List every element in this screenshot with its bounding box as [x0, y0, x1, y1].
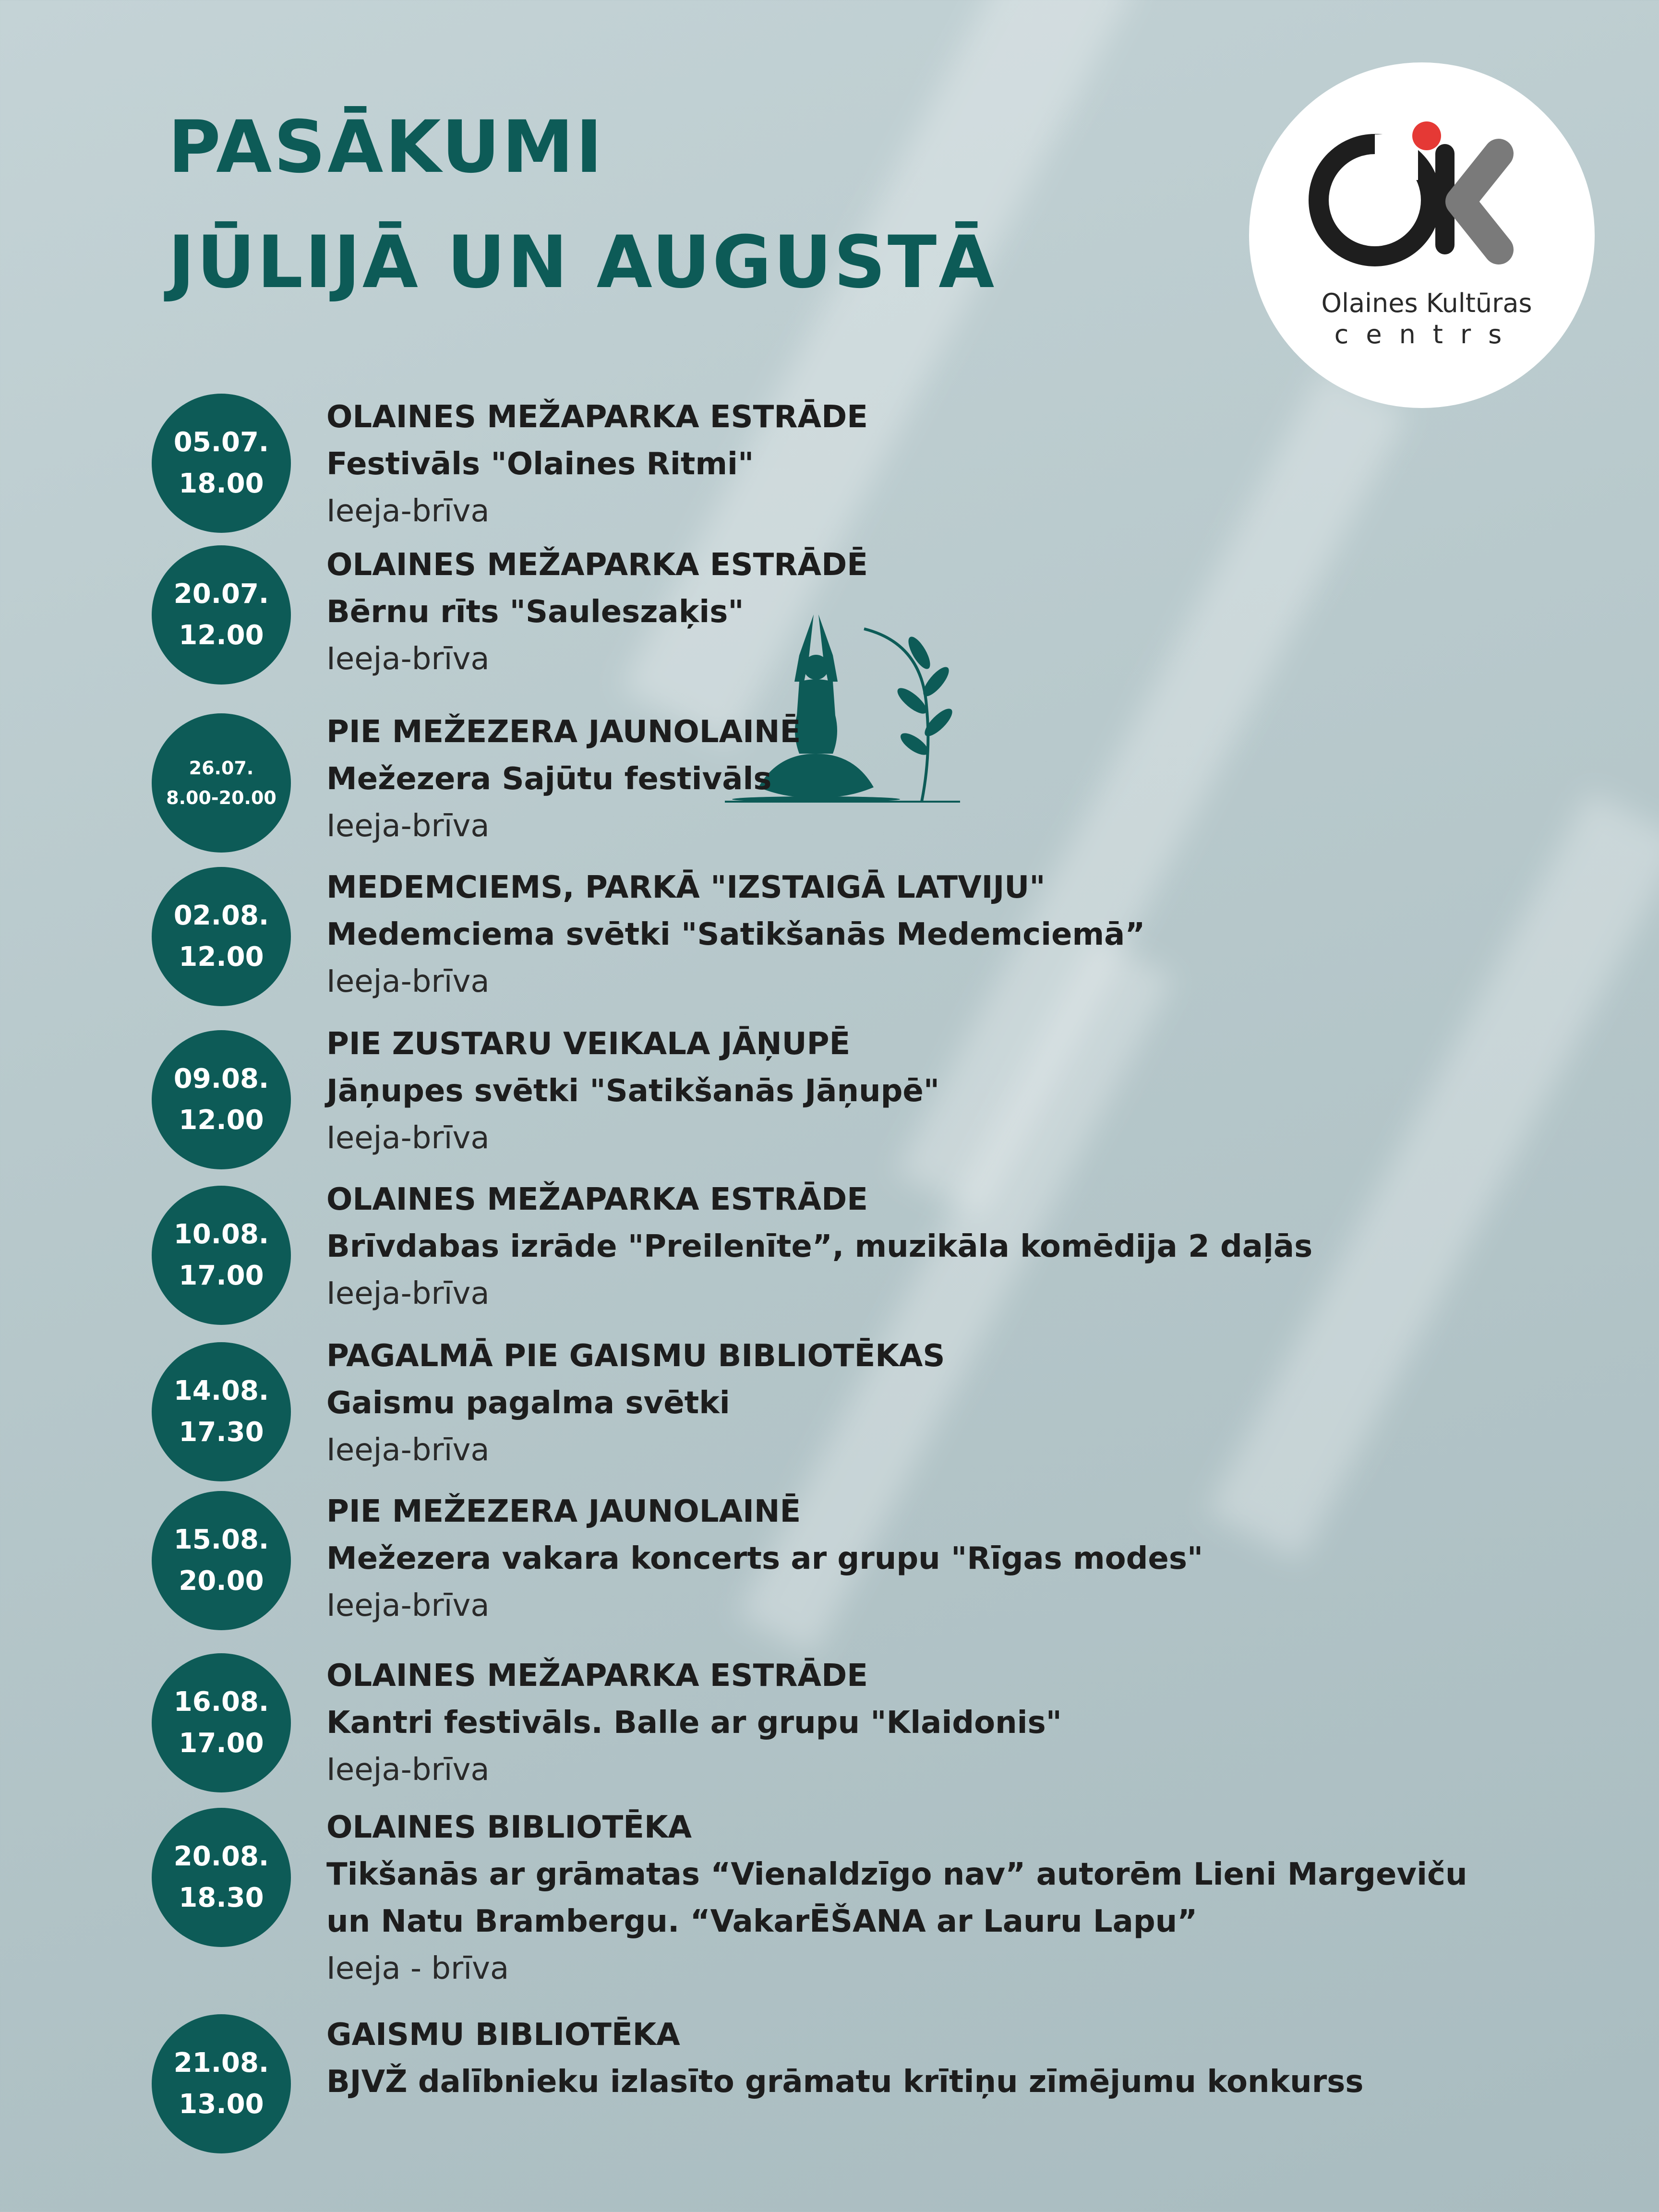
event-date-badge [152, 867, 291, 1006]
event-date: 20.08. [173, 1841, 269, 1872]
event-date: 09.08. [173, 1063, 269, 1094]
event-name: BJVŽ dalībnieku izlasīto grāmatu krītiņu zīmējumu konkurss [326, 2064, 1364, 2100]
event-venue: OLAINES MEŽAPARKA ESTRĀDE [326, 1182, 868, 1217]
event-name: Mežezera Sajūtu festivāls [326, 761, 772, 797]
event-date-badge [152, 713, 291, 853]
event-entry: Ieeja-brīva [326, 1752, 490, 1788]
event-time: 12.00 [179, 1105, 264, 1136]
event-name: Gaismu pagalma svētki [326, 1385, 730, 1421]
logo-text-line1: Olaines Kultūras [1321, 288, 1532, 318]
event-date: 10.08. [173, 1219, 269, 1250]
event-time: 17.00 [179, 1260, 264, 1291]
event-date-badge [152, 1491, 291, 1630]
event-date-badge [152, 1653, 291, 1792]
event-date: 05.07. [173, 427, 269, 458]
event-date: 26.07. [189, 757, 254, 779]
event-date: 16.08. [173, 1686, 269, 1718]
event-venue: OLAINES MEŽAPARKA ESTRĀDE [326, 1658, 868, 1694]
event-date-badge [152, 394, 291, 533]
event-date: 21.08. [173, 2047, 269, 2079]
event-name-line1: Tikšanās ar grāmatas “Vienaldzīgo nav” autorēm Lieni Margeviču [326, 1857, 1467, 1892]
event-time: 13.00 [179, 2089, 264, 2120]
event-date: 15.08. [173, 1524, 269, 1555]
event-venue: PIE MEŽEZERA JAUNOLAINĒ [326, 714, 801, 750]
event-venue: OLAINES MEŽAPARKA ESTRĀDĒ [326, 547, 868, 583]
event-entry: Ieeja-brīva [326, 1432, 490, 1468]
event-time: 17.30 [179, 1417, 264, 1448]
event-entry: Ieeja-brīva [326, 641, 490, 677]
event-venue: MEDEMCIEMS, PARKĀ "IZSTAIGĀ LATVIJU" [326, 870, 1046, 905]
event-entry: Ieeja-brīva [326, 1588, 490, 1623]
page-title-line2: JŪLIJĀ UN AUGUSTĀ [168, 221, 997, 304]
event-date-badge [152, 545, 291, 685]
event-date: 20.07. [173, 578, 269, 610]
event-name: Mežezera vakara koncerts ar grupu "Rīgas modes" [326, 1541, 1203, 1576]
event-name: Brīvdabas izrāde "Preilenīte”, muzikāla komēdija 2 daļās [326, 1229, 1313, 1264]
event-date-badge [152, 1030, 291, 1169]
event-entry: Ieeja-brīva [326, 1120, 490, 1156]
event-entry: Ieeja-brīva [326, 808, 490, 844]
page-title-line1: PASĀKUMI [168, 106, 604, 189]
event-time: 12.00 [179, 941, 264, 973]
red-dot-icon [1412, 121, 1441, 150]
event-time: 8.00-20.00 [166, 787, 276, 808]
event-venue: OLAINES BIBLIOTĒKA [326, 1810, 692, 1845]
event-name-line2: un Natu Brambergu. “VakarĒŠANA ar Lauru Lapu” [326, 1904, 1198, 1939]
event-venue: PIE MEŽEZERA JAUNOLAINĒ [326, 1494, 801, 1529]
event-entry: Ieeja-brīva [326, 493, 490, 529]
event-name: Medemciema svētki "Satikšanās Medemciemā” [326, 917, 1145, 952]
event-venue: PIE ZUSTARU VEIKALA JĀŅUPĒ [326, 1026, 851, 1062]
event-date: 02.08. [173, 900, 269, 931]
event-time: 12.00 [179, 620, 264, 651]
event-name: Festivāls "Olaines Ritmi" [326, 446, 754, 482]
event-time: 17.00 [179, 1728, 264, 1759]
ok-logo-mark [1249, 62, 1595, 408]
event-name: Bērnu rīts "Sauleszaķis" [326, 594, 744, 630]
event-time: 20.00 [179, 1565, 264, 1597]
logo-text-line2: centrs [1334, 319, 1519, 349]
event-time: 18.00 [179, 468, 264, 499]
event-name: Kantri festivāls. Balle ar grupu "Klaidonis" [326, 1705, 1062, 1741]
event-date-badge [152, 2014, 291, 2153]
event-venue: PAGALMĀ PIE GAISMU BIBLIOTĒKAS [326, 1338, 945, 1374]
event-venue: GAISMU BIBLIOTĒKA [326, 2017, 680, 2053]
event-date-badge [152, 1808, 291, 1947]
event-date: 14.08. [173, 1375, 269, 1407]
event-venue: OLAINES MEŽAPARKA ESTRĀDE [326, 399, 868, 435]
event-time: 18.30 [179, 1882, 264, 1913]
event-entry: Ieeja-brīva [326, 964, 490, 999]
event-entry: Ieeja-brīva [326, 1276, 490, 1311]
olaines-kulturas-centrs-logo [1249, 62, 1595, 408]
event-name: Jāņupes svētki "Satikšanās Jāņupē" [326, 1073, 940, 1109]
event-date-badge [152, 1342, 291, 1481]
event-date-badge [152, 1186, 291, 1325]
event-entry: Ieeja - brīva [326, 1951, 509, 1986]
